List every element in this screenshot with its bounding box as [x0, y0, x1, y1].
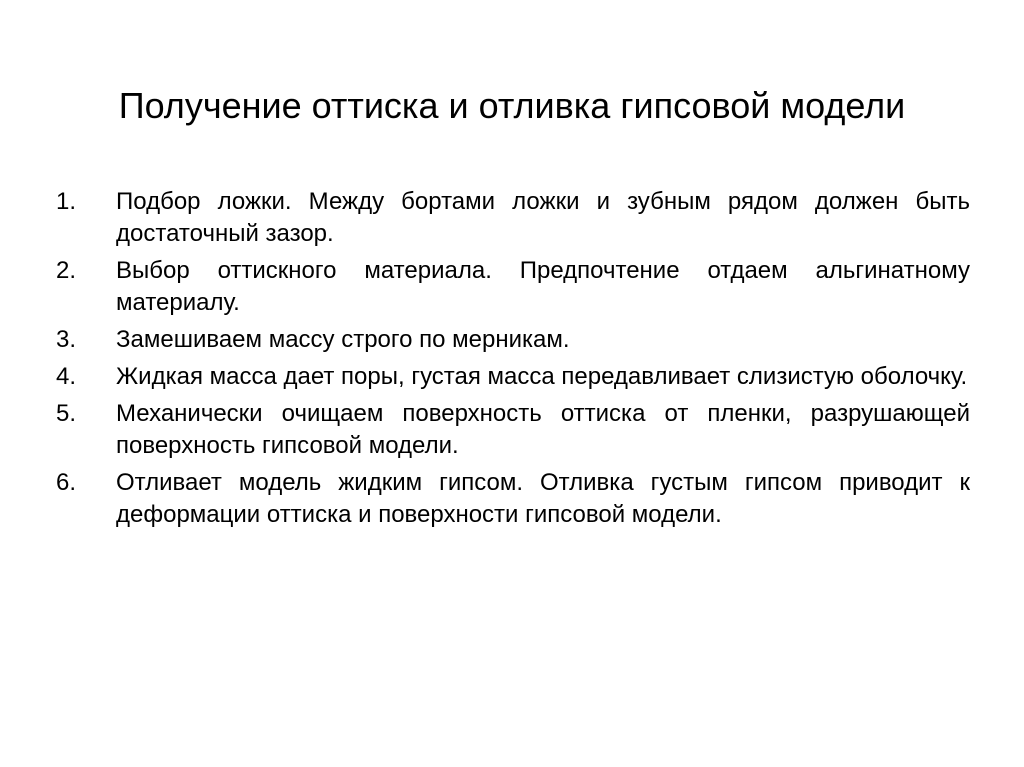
list-item-number: 2. — [56, 257, 77, 284]
list-item-text: Выбор оттискного материала. Предпочтение отдаем альгинатному материалу. — [116, 257, 970, 316]
list-item-text: Механически очищаем поверхность оттиска от пленки, разрушающей поверхность гипсовой модели. — [116, 400, 970, 459]
list-item — [56, 467, 970, 531]
list-item-number: 5. — [56, 400, 77, 427]
list-item-text: Замешиваем массу строго по мерникам. — [116, 326, 570, 353]
slide-title: Получение оттиска и отливка гипсовой модели — [118, 85, 906, 126]
list-item-number: 1. — [56, 188, 77, 215]
list-item-number: 6. — [56, 469, 77, 496]
numbered-list — [56, 186, 970, 536]
list-item-number: 4. — [56, 363, 77, 390]
list-item-number: 3. — [56, 326, 77, 353]
list-item — [56, 361, 970, 393]
list-item-text: Подбор ложки. Между бортами ложки и зубным рядом должен быть достаточный зазор. — [116, 188, 970, 247]
list-item-text: Жидкая масса дает поры, густая масса передавливает слизистую оболочку. — [116, 363, 968, 390]
list-item-text: Отливает модель жидким гипсом. Отливка густым гипсом приводит к деформации оттиска и поверхности гипсовой модели. — [116, 469, 970, 528]
list-item — [56, 324, 970, 356]
list-item — [56, 186, 970, 250]
list-item — [56, 398, 970, 462]
list-item — [56, 255, 970, 319]
